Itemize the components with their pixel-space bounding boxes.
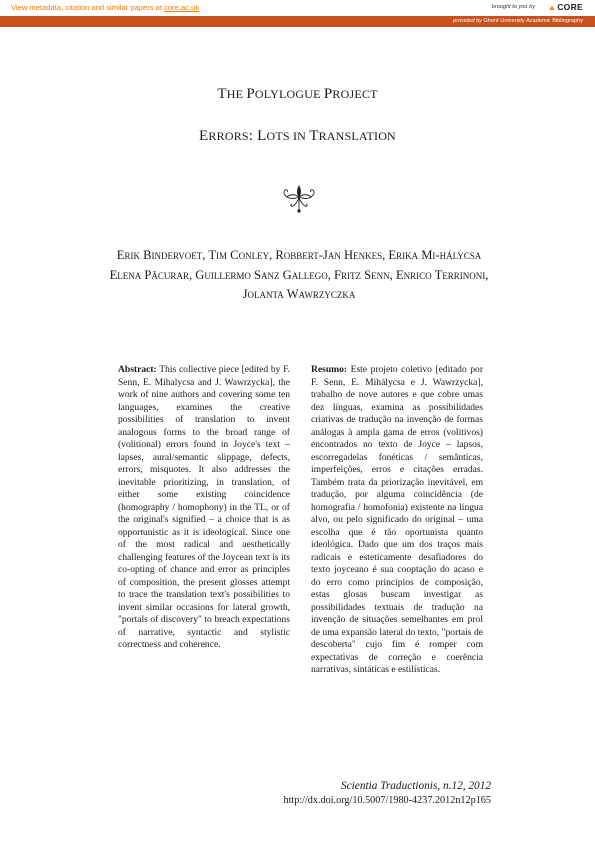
core-logo-text: CORE bbox=[557, 2, 583, 12]
abstract-english bbox=[118, 364, 290, 652]
title-sc: RRORS bbox=[208, 129, 249, 143]
title-colon: : bbox=[248, 128, 258, 144]
provided-by-source: Ghent University Academic Bibliography bbox=[483, 18, 583, 24]
article-title-line1 bbox=[0, 86, 595, 103]
title-sc: ROJECT bbox=[332, 87, 378, 101]
core-link-site[interactable]: core.ac.uk bbox=[164, 3, 200, 12]
resumo-text: Este projeto coletivo [editado por F. Senn, E. Mihálycsa e J. Wawrzycka], trabalho de nove autores e que cobre umas dez línguas, examina as possibilidades criativas de tradução na invenção de formas análogas à ampla gama de erros (volitivos) encontrados no texto de Joyce – lapsos, escorregadelas fonéticas / semânticas, imperfeições, erros e citações erradas. Também trata da priorização inevitável, em tradução, por alguma coincidência (de homografia / homofonia) existente na língua alvo, ou pelo significado do original – uma escolha que é tão oportunista quanto ideológica. Dado que um dos traços mais radicais e esteticamente desafiadores do texto joyceano é sua cooptação do acaso e do erro como princípios de composição, estas glosas buscam investigar as possibilidades textuais de tradução na invenção de situações semelhantes em prol de uma expansão lateral do texto, "portais de descoberta" cujo fim é romper com expectativas de correção e coerência narrativas, sintáticas e estilísticas. bbox=[311, 364, 483, 675]
abstract-text: This collective piece [edited by F. Senn, E. Mihalycsa and J. Wawrzycka], the work of nine authors and covering some ten languages, examines the creative possibilities of translation to invent analogous forms to the broad range of (volitional) errors found in Joyce's text – lapses, aural/semantic slippage, defects, errors, misquotes. It also addresses the inevitable prioritizing, in translation, of either some existing coincidence (homography / homophony) in the TL, or of the original's signified – a choice that is as opportunistic as it is ideological. Since one of the most radical and aesthetically challenging features of the Joycean text is its co-opting of chance and error as principles of composition, the present glosses attempt to trace the translation text's possibilities to invent similar occasions for lateral growth, "portals of discovery" to breach expectations of narrative, syntactic and stylistic correctness and coherence. bbox=[118, 364, 291, 650]
title-cap: T bbox=[217, 86, 227, 102]
title-cap: P bbox=[246, 86, 255, 102]
core-metadata-link[interactable] bbox=[11, 3, 199, 12]
abstract-label: Abstract: bbox=[118, 364, 157, 375]
core-logo[interactable] bbox=[548, 2, 583, 12]
title-sc: OLYLOGUE bbox=[254, 87, 324, 101]
provided-by-prefix: provided by bbox=[453, 18, 482, 24]
title-sc: OTS IN bbox=[266, 129, 310, 143]
fleuron-ornament-icon bbox=[281, 180, 317, 214]
doi-link[interactable]: http://dx.doi.org/10.5007/1980-4237.2012n12p165 bbox=[283, 795, 491, 806]
title-cap: E bbox=[199, 128, 209, 144]
brought-by-label: brought to you by bbox=[491, 4, 535, 10]
core-banner bbox=[0, 0, 595, 16]
author-list: Erik Bindervoet, Tim Conley, Robbert-Jan Henkes, Erika Mi-hálycsa Elena Păcurar, Guillermo Sanz Gallego, Fritz Senn, Enrico Terrinoni, Jolanta Wawrzyczka bbox=[109, 248, 489, 301]
provided-by-bar bbox=[0, 16, 595, 27]
resumo-label: Resumo: bbox=[311, 364, 348, 375]
provided-by-text[interactable] bbox=[453, 18, 583, 24]
title-cap: L bbox=[257, 128, 267, 144]
core-link-prefix: View metadata, citation and similar papers at bbox=[11, 3, 165, 12]
core-logo-icon: ▲ bbox=[548, 3, 557, 12]
title-cap: P bbox=[323, 86, 333, 102]
article-title-line2 bbox=[0, 128, 595, 145]
title-sc: RANSLATION bbox=[318, 129, 396, 143]
abstract-portuguese bbox=[311, 364, 483, 677]
journal-citation: Scientia Traductionis, n.12, 2012 bbox=[341, 780, 491, 792]
title-sc: HE bbox=[226, 87, 247, 101]
title-cap: T bbox=[309, 128, 319, 144]
